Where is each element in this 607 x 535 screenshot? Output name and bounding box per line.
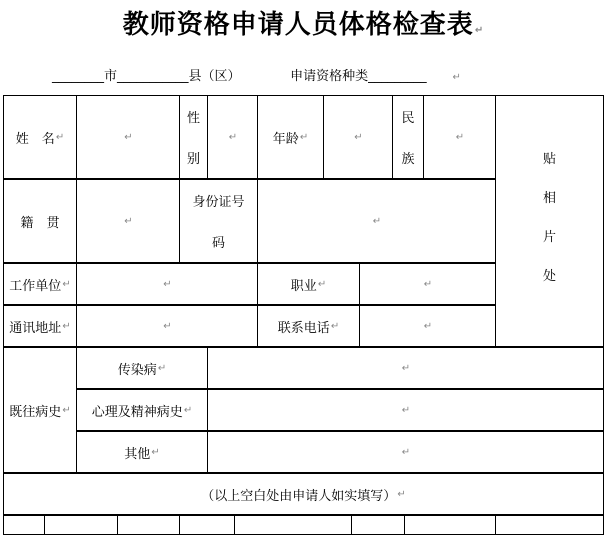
table-cell bbox=[179, 515, 235, 535]
table-cell bbox=[44, 515, 118, 535]
table-cell bbox=[495, 515, 604, 535]
table-cell bbox=[117, 515, 180, 535]
table-cell bbox=[234, 515, 352, 535]
mental-field[interactable]: ↵ bbox=[207, 389, 604, 431]
id-field[interactable]: ↵ bbox=[257, 179, 496, 263]
photo-area: 贴 相 片 处 bbox=[495, 95, 604, 347]
id-label: 身份证号 码 bbox=[179, 179, 258, 263]
table-cell bbox=[3, 515, 45, 535]
age-label: 年龄 ↵ bbox=[257, 95, 324, 179]
subheader: ________市___________县（区） 申请资格种类_________ ↵ bbox=[52, 69, 461, 84]
table-cell bbox=[404, 515, 496, 535]
infectious-label: 传染病 ↵ bbox=[76, 347, 208, 389]
phone-field[interactable]: ↵ bbox=[359, 305, 496, 347]
mental-label: 心理及精神病史 ↵ bbox=[76, 389, 208, 431]
name-label: 姓 名 ↵ bbox=[3, 95, 77, 179]
other-field[interactable]: ↵ bbox=[207, 431, 604, 473]
address-field[interactable]: ↵ bbox=[76, 305, 258, 347]
native-field[interactable]: ↵ bbox=[76, 179, 180, 263]
native-label: 籍 贯 bbox=[3, 179, 77, 263]
infectious-field[interactable]: ↵ bbox=[207, 347, 604, 389]
gender-field[interactable]: ↵ bbox=[207, 95, 258, 179]
work-unit-label: 工作单位 ↵ bbox=[3, 263, 77, 305]
phone-label: 联系电话 ↵ bbox=[257, 305, 360, 347]
ethnic-label: 民 族 bbox=[392, 95, 424, 179]
work-unit-field[interactable]: ↵ bbox=[76, 263, 258, 305]
history-label: 既往病史 ↵ bbox=[3, 347, 77, 473]
other-label: 其他 ↵ bbox=[76, 431, 208, 473]
address-label: 通讯地址 ↵ bbox=[3, 305, 77, 347]
age-field[interactable]: ↵ bbox=[323, 95, 393, 179]
name-field[interactable]: ↵ bbox=[76, 95, 180, 179]
document-title: 教师资格申请人员体格检查表↵ bbox=[122, 10, 485, 40]
ethnic-field[interactable]: ↵ bbox=[423, 95, 496, 179]
fill-note: （以上空白处由申请人如实填写） ↵ bbox=[3, 473, 604, 515]
table-cell bbox=[351, 515, 405, 535]
occupation-label: 职业 ↵ bbox=[257, 263, 360, 305]
occupation-field[interactable]: ↵ bbox=[359, 263, 496, 305]
gender-label: 性 别 bbox=[179, 95, 208, 179]
